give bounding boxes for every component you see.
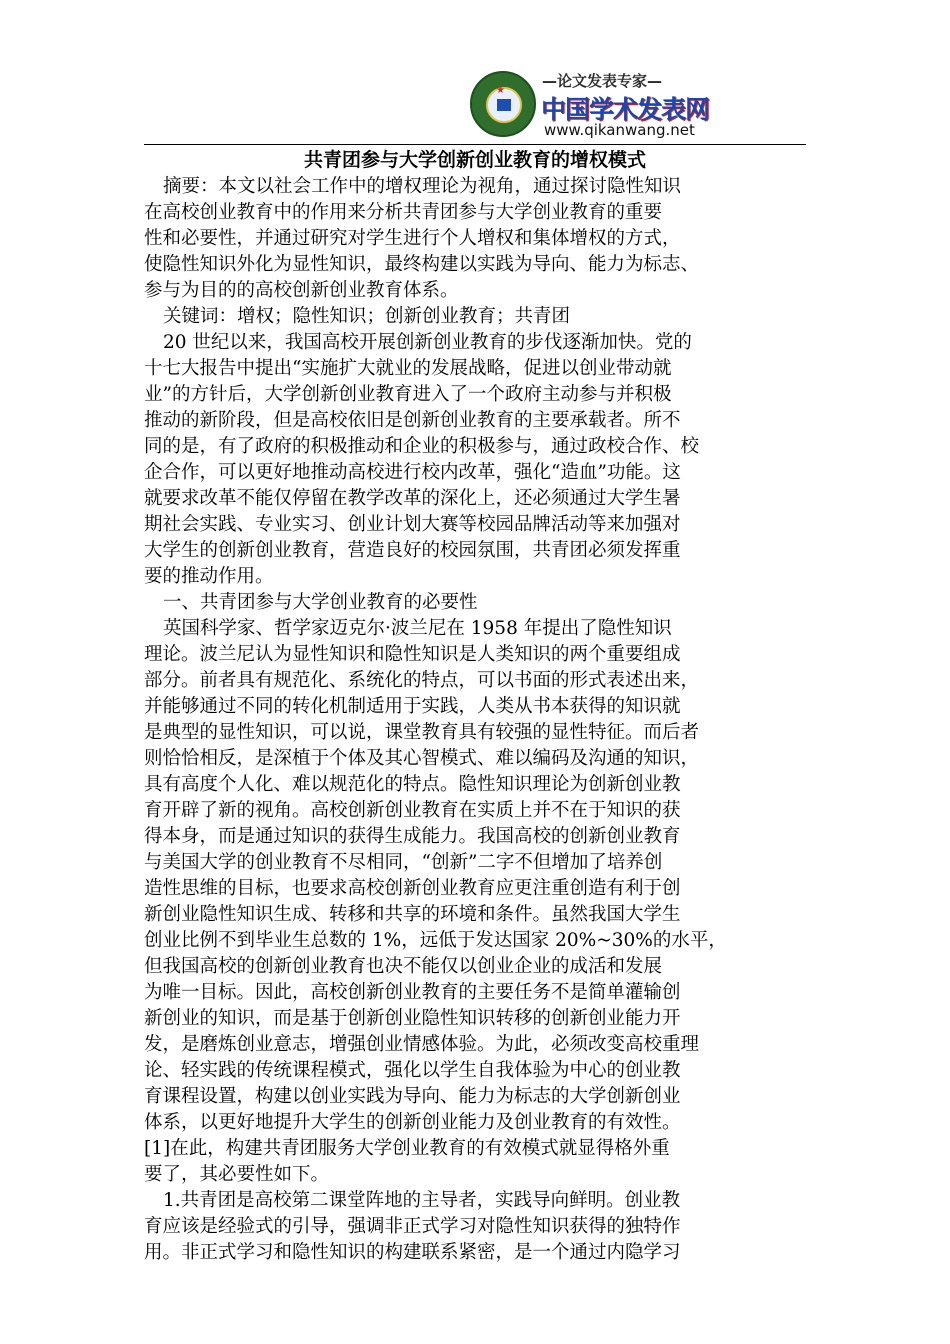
text-line: 用。非正式学习和隐性知识的构建联系紧密，是一个通过内隐学习 (144, 1242, 681, 1263)
text-line: 推动的新阶段，但是高校依旧是创新创业教育的主要承载者。所不 (144, 410, 681, 431)
text-line: 大学生的创新创业教育，营造良好的校园氛围，共青团必须发挥重 (144, 540, 681, 561)
text-line: 造性思维的目标，也要求高校创新创业教育应更注重创造有利于创 (144, 878, 681, 899)
text-line: 并能够通过不同的转化机制适用于实践，人类从书本获得的知识就 (144, 696, 681, 717)
text-line: 性和必要性，并通过研究对学生进行个人增权和集体增权的方式， (144, 228, 681, 249)
text-line: 为唯一目标。因此，高校创新创业教育的主要任务不是简单灌输创 (144, 982, 681, 1003)
text-line: 使隐性知识外化为显性知识，最终构建以实践为导向、能力为标志、 (144, 254, 700, 275)
text-line: 期社会实践、专业实习、创业计划大赛等校园品牌活动等来加强对 (144, 514, 681, 535)
text-line: 但我国高校的创新创业教育也决不能仅以创业企业的成活和发展 (144, 956, 663, 977)
text-line: 企合作，可以更好地推动高校进行校内改革，强化“造血”功能。这 (144, 462, 681, 483)
text-line: 十七大报告中提出“实施扩大就业的发展战略，促进以创业带动就 (144, 358, 672, 379)
text-line: 育开辟了新的视角。高校创新创业教育在实质上并不在于知识的获 (144, 800, 681, 821)
text-line: 新创业的知识，而是基于创新创业隐性知识转移的创新创业能力开 (144, 1008, 681, 1029)
text-line: [1]在此，构建共青团服务大学创业教育的有效模式就显得格外重 (144, 1138, 670, 1159)
header-divider (144, 144, 806, 145)
text-line: 要的推动作用。 (144, 566, 274, 587)
text-line: 参与为目的的高校创新创业教育体系。 (144, 280, 459, 301)
text-line: 在高校创业教育中的作用来分析共青团参与大学创业教育的重要 (144, 202, 663, 223)
publisher-url: www.qikanwang.net (544, 121, 695, 139)
publisher-seal-logo (470, 71, 536, 137)
publisher-banner (468, 68, 710, 141)
text-line: 体系，以更好地提升大学生的创新创业能力及创业教育的有效性。 (144, 1112, 681, 1133)
text-line: 育课程设置，构建以创业实践为导向、能力为标志的大学创新创业 (144, 1086, 681, 1107)
publisher-tagline: —论文发表专家— (542, 72, 663, 90)
text-line: 20 世纪以来，我国高校开展创新创业教育的步伐逐渐加快。党的 (163, 332, 692, 353)
text-line: 一、共青团参与大学创业教育的必要性 (163, 592, 478, 613)
text-line: 与美国大学的创业教育不尽相同，“创新”二字不但增加了培养创 (144, 852, 663, 873)
publisher-brand-name: 中国学术发表网 (541, 95, 710, 124)
text-line: 英国科学家、哲学家迈克尔·波兰尼在 1958 年提出了隐性知识 (163, 618, 672, 639)
document-title: 共青团参与大学创新创业教育的增权模式 (303, 149, 646, 171)
text-line: 论、轻实践的传统课程模式，强化以学生自我体验为中心的创业教 (144, 1060, 681, 1081)
document-body (144, 174, 806, 1266)
text-line: 摘要：本文以社会工作中的增权理论为视角，通过探讨隐性知识 (163, 176, 682, 197)
star-icon: ★ (496, 85, 505, 96)
text-line: 理论。波兰尼认为显性知识和隐性知识是人类知识的两个重要组成 (144, 644, 681, 665)
seal-emblem-icon (486, 87, 522, 123)
text-line: 就要求改革不能仅停留在教学改革的深化上，还必须通过大学生暑 (144, 488, 681, 509)
text-line: 育应该是经验式的引导，强调非正式学习对隐性知识获得的独特作 (144, 1216, 681, 1237)
text-line: 1.共青团是高校第二课堂阵地的主导者，实践导向鲜明。创业教 (163, 1190, 681, 1211)
text-line: 是典型的显性知识，可以说，课堂教育具有较强的显性特征。而后者 (144, 722, 700, 743)
text-line: 业”的方针后，大学创新创业教育进入了一个政府主动参与并积极 (144, 384, 672, 405)
text-line: 发，是磨炼创业意志，增强创业情感体验。为此，必须改变高校重理 (144, 1034, 700, 1055)
book-icon (497, 99, 511, 111)
publisher-header (468, 68, 710, 141)
text-line: 部分。前者具有规范化、系统化的特点，可以书面的形式表述出来， (144, 670, 700, 691)
text-line: 则恰恰相反，是深植于个体及其心智模式、难以编码及沟通的知识， (144, 748, 700, 769)
text-line: 关键词：增权；隐性知识；创新创业教育；共青团 (163, 306, 571, 327)
text-line: 得本身，而是通过知识的获得生成能力。我国高校的创新创业教育 (144, 826, 681, 847)
text-line: 具有高度个人化、难以规范化的特点。隐性知识理论为创新创业教 (144, 774, 681, 795)
text-line: 要了，其必要性如下。 (144, 1164, 330, 1185)
text-line: 新创业隐性知识生成、转移和共享的环境和条件。虽然我国大学生 (144, 904, 681, 925)
text-line: 创业比例不到毕业生总数的 1%，远低于发达国家 20%~30%的水平， (144, 930, 727, 951)
text-line: 同的是，有了政府的积极推动和企业的积极参与，通过政校合作、校 (144, 436, 700, 457)
